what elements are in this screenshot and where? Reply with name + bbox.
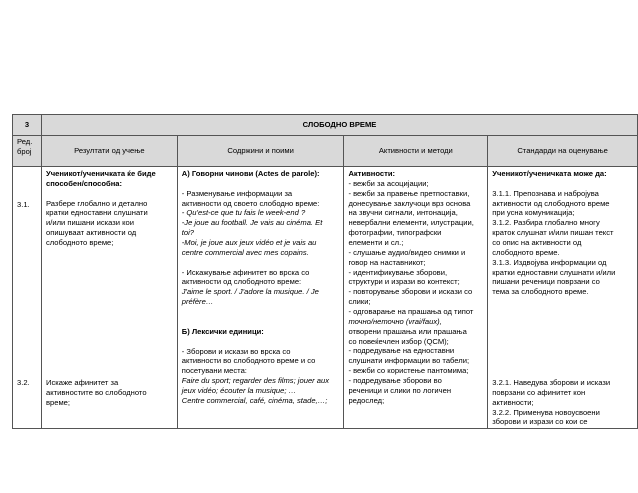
- content-a2-line2: активности од слободното време:: [181, 277, 302, 287]
- number-cell: [13, 167, 42, 429]
- activity-line-15: точно/неточно (vrai/faux),: [348, 316, 442, 326]
- activity-line-4: на звучни сигнали, интонација,: [348, 208, 458, 218]
- standard-3-2-line-1: 3.2.1. Наведува зборови и искази: [492, 378, 611, 387]
- unit-title: СЛОБОДНО ВРЕМЕ: [41, 115, 637, 136]
- outcomes-heading-line2: способен/способна:: [45, 178, 123, 188]
- outcome-3-2-line3: време;: [45, 397, 71, 407]
- column-header-row: [13, 136, 638, 167]
- activity-line-10: - идентификување зборови,: [348, 267, 448, 277]
- content-row: [13, 167, 638, 429]
- standard-3-1-line-11: тема за слободното време.: [492, 287, 589, 297]
- activity-line-18: - подредување на едноставни: [348, 346, 455, 356]
- content-a1-line1: - Разменување информации за: [181, 188, 293, 198]
- column-header-number-line2: број: [17, 146, 32, 156]
- unit-number: 3: [13, 115, 42, 136]
- activities-heading: Активности:: [348, 169, 396, 178]
- activity-line-8: - слушање аудио/видео снимки и: [348, 247, 466, 257]
- standard-3-1-line-6: со опис на активности од: [492, 238, 582, 248]
- content-b1-line3: посетувани места:: [181, 366, 247, 376]
- activity-line-5: невербални елементи, илустрации,: [348, 218, 474, 228]
- activity-line-11: структури и изрази во контекст;: [348, 277, 460, 287]
- standard-3-1-line-9: кратки едноставни слушнати и/или: [492, 267, 616, 277]
- column-header-content: Содржини и поими: [177, 136, 344, 167]
- standard-3-2-line-5: зборови и изрази со кои се: [492, 417, 588, 427]
- activity-line-3: донесување заклучоци врз основа: [348, 198, 471, 208]
- column-header-standards: Стандарди на оценување: [488, 136, 638, 167]
- content-a1-example5: centre commercial avec mes copains.: [181, 247, 309, 257]
- outcome-3-1-line1: Разбере глобално и детално: [45, 198, 148, 208]
- content-b1-example3: Centre commercial, café, cinéma, stade,…;: [181, 395, 328, 405]
- outcome-3-2-line2: активностите во слободното: [45, 387, 147, 397]
- row-number-3-1: 3.1.: [17, 200, 30, 209]
- activity-line-2: - вежби за правење претпоставки,: [348, 188, 470, 198]
- standard-3-1-line-8: 3.1.3. Издвојува информации од: [492, 257, 607, 267]
- unit-title-row: [13, 115, 638, 136]
- speech-acts-heading: А) Говорни чинови (Actes de parole):: [181, 169, 320, 178]
- activity-line-12: - повторување зборови и искази со: [348, 287, 473, 297]
- content-b1-example2: jeux vidéo; écouter la musique; …: [181, 385, 297, 395]
- activity-line-13: слики;: [348, 297, 371, 307]
- curriculum-table: [12, 114, 638, 429]
- column-header-number-line1: Ред.: [17, 137, 33, 146]
- content-b1-example1: Faire du sport; regarder des films; jouer aux: [181, 376, 330, 386]
- outcome-3-1-line3: и/или пишани искази кои: [45, 218, 134, 228]
- content-a1-example2: -Je joue au football. Je vais au cinéma. Et: [181, 218, 323, 228]
- outcome-3-1-line2: кратки едноставни слушнати: [45, 208, 148, 218]
- outcome-3-2-line1: Искаже афинитет за: [45, 378, 119, 387]
- activity-line-7: елементи и сл.;: [348, 238, 404, 248]
- standards-cell: [488, 167, 638, 429]
- activity-line-19: слушнати информации во табели;: [348, 356, 470, 366]
- content-a1-line2: активности од своето слободно време:: [181, 198, 320, 208]
- lexical-units-heading: Б) Лексички единици:: [181, 326, 264, 336]
- content-a2-example2: préfère…: [181, 297, 214, 307]
- column-header-outcomes: Резултати од учење: [41, 136, 177, 167]
- content-a1-example3: toi?: [181, 228, 194, 238]
- activity-line-9: говор на наставникот;: [348, 257, 426, 267]
- standard-3-1-line-7: слободното време.: [492, 247, 560, 257]
- standard-3-2-line-4: 3.2.2. Применува новоусвоени: [492, 407, 600, 417]
- activity-line-14: - одговарање на прашања од типот: [348, 307, 474, 317]
- standards-heading: Ученикот/ученичката може да:: [492, 169, 607, 178]
- activity-line-23: редослед;: [348, 395, 385, 405]
- activity-line-1: - вежби за асоцијации;: [348, 178, 429, 188]
- column-header-number: [13, 136, 42, 167]
- content-a2-example1: J'aime le sport. / J'adore la musique. / Je: [181, 287, 319, 297]
- standard-3-1-line-4: 3.1.2. Разбира глобално многу: [492, 218, 600, 228]
- standard-3-1-line-1: 3.1.1. Препознава и набројува: [492, 188, 599, 198]
- standard-3-1-line-10: пишани реченици поврзани со: [492, 277, 600, 287]
- activity-line-21: - подредување зборови во: [348, 376, 442, 386]
- content-cell: [177, 167, 344, 429]
- outcomes-cell: [41, 167, 177, 429]
- outcome-3-1-line4: опишуваат активности од: [45, 228, 137, 238]
- standard-3-1-line-3: при усна комуникација;: [492, 208, 575, 218]
- outcomes-heading-line1: Ученикот/ученичката ќе биде: [45, 169, 156, 178]
- content-a1-example4: -Moi, je joue aux jeux vidéo et je vais au: [181, 238, 317, 248]
- standard-3-1-line-5: краток слушнат и/или пишан текст: [492, 228, 614, 238]
- activity-line-17: со повеќечлен избор (QCM);: [348, 336, 449, 346]
- outcome-3-1-line5: слободното време;: [45, 238, 114, 248]
- activity-line-22: реченици и слики по логичен: [348, 385, 452, 395]
- content-b1-line2: активности во слободното време и со: [181, 356, 316, 366]
- content-a2-line1: - Искажување афинитет во врска со: [181, 267, 310, 277]
- activities-cell: [344, 167, 488, 429]
- standard-3-2-line-3: активности;: [492, 397, 534, 407]
- activity-line-6: фотографии, типографски: [348, 228, 442, 238]
- standard-3-1-line-2: активности од слободното време: [492, 198, 610, 208]
- content-a1-example1: - Qu'est-ce que tu fais le week-end ?: [181, 208, 306, 218]
- activity-line-20: - вежби со користење пантомима;: [348, 366, 469, 376]
- row-number-3-2: 3.2.: [17, 378, 30, 387]
- content-b1-line1: - Зборови и искази во врска со: [181, 346, 291, 356]
- activity-line-16: отворени прашања или прашања: [348, 326, 467, 336]
- column-header-activities: Активности и методи: [344, 136, 488, 167]
- standard-3-2-line-2: поврзани со афинитет кон: [492, 387, 586, 397]
